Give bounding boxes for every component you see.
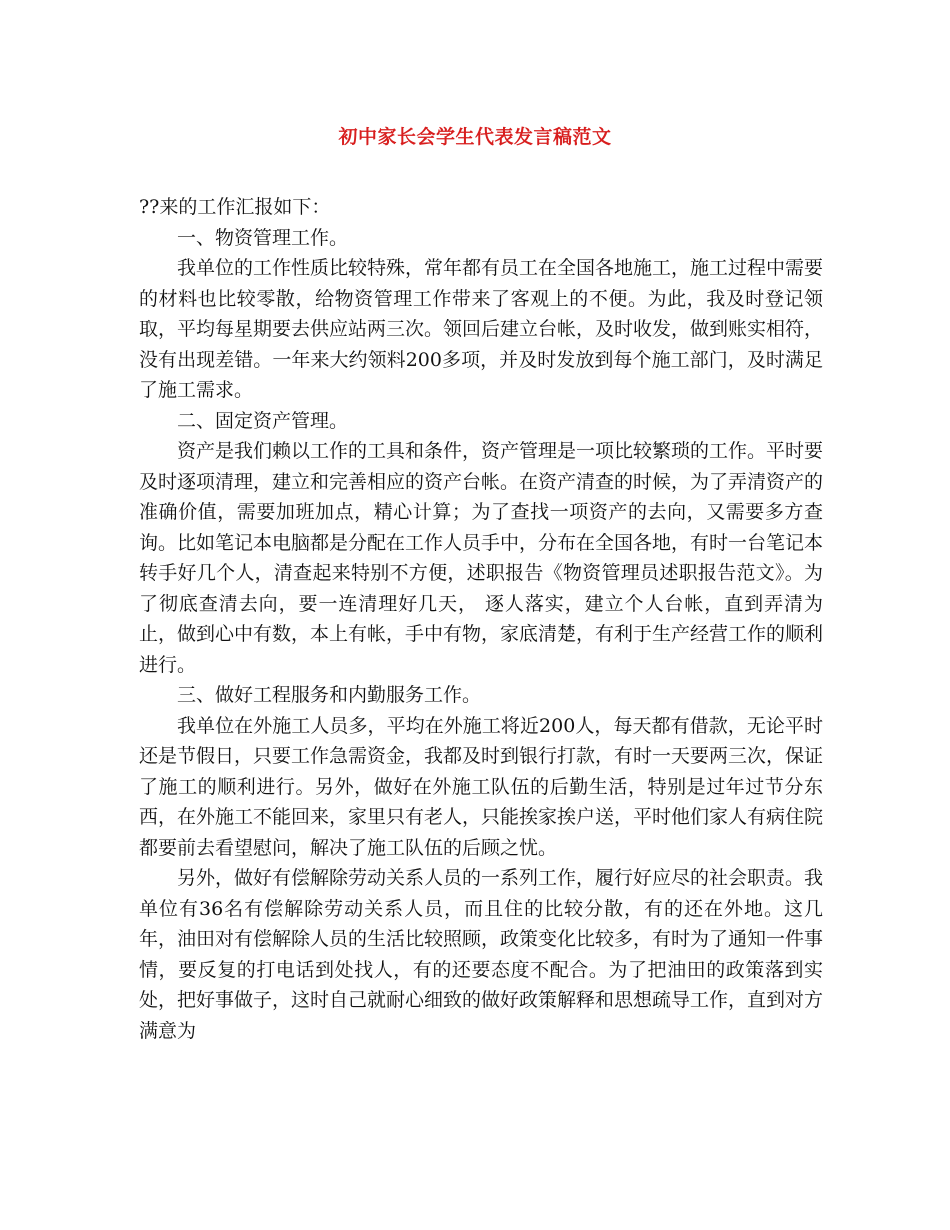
paragraph-intro: ??来的工作汇报如下： [139, 196, 331, 218]
document-title: 初中家长会学生代表发言稿范文 [338, 126, 612, 148]
paragraph-materials: 我单位的工作性质比较特殊，常年都有员工在全国各地施工，施工过程中需要的材料也比较零散，给物资管理工作带来了客观上的不便。为此，我及时登记领取，平均每星期要去供应站两三次。领回后建立台帐，及时收发，做到账实相符，没有出现差错。一年来大约领料200多项，并及时发放到每个施工部门，及时满足了施工需求。 [139, 257, 824, 401]
paragraph-fixed-assets: 资产是我们赖以工作的工具和条件，资产管理是一项比较繁琐的工作。平时要及时逐项清理，建立和完善相应的资产台帐。在资产清查的时候，为了弄清资产的准确价值，需要加班加点，精心计算；为了查找一项资产的去向，又需要多方查询。比如笔记本电脑都是分配在工作人员手中，分布在全国各地，有时一台笔记本转手好几个人，清查起来特别不方便，述职报告《物资管理员述职报告范文》。为了彻底查清去向，要一连清理好几天， 逐人落实，建立个人台帐，直到弄清为止，做到心中有数，本上有帐，手中有物，家底清楚，有利于生产经营工作的顺利进行。 [139, 440, 824, 676]
section-heading-services: 三、做好工程服务和内勤服务工作。 [177, 684, 482, 706]
paragraph-services: 我单位在外施工人员多，平均在外施工将近200人，每天都有借款，无论平时还是节假日，只要工作急需资金，我都及时到银行打款，有时一天要两三次，保证了施工的顺利进行。另外，做好在外施工队伍的后勤生活，特别是过年过节分东西，在外施工不能回来，家里只有老人，只能挨家挨户送，平时他们家人有病住院都要前去看望慰问，解决了施工队伍的后顾之忧。 [139, 714, 824, 859]
document-body [139, 192, 823, 1046]
section-heading-fixed-assets: 二、固定资产管理。 [177, 409, 349, 432]
section-heading-materials: 一、物资管理工作。 [177, 226, 349, 249]
paragraph-labor-relations: 另外，做好有偿解除劳动关系人员的一系列工作，履行好应尽的社会职责。我单位有36名有偿解除劳动关系人员，而且住的比较分散，有的还在外地。这几年，油田对有偿解除人员的生活比较照顾，政策变化比较多，有时为了通知一件事情，要反复的打电话到处找人，有的还要态度不配合。为了把油田的政策落到实处，把好事做子，这时自己就耐心细致的做好政策解释和思想疏导工作，直到对方满意为 [139, 867, 824, 1042]
